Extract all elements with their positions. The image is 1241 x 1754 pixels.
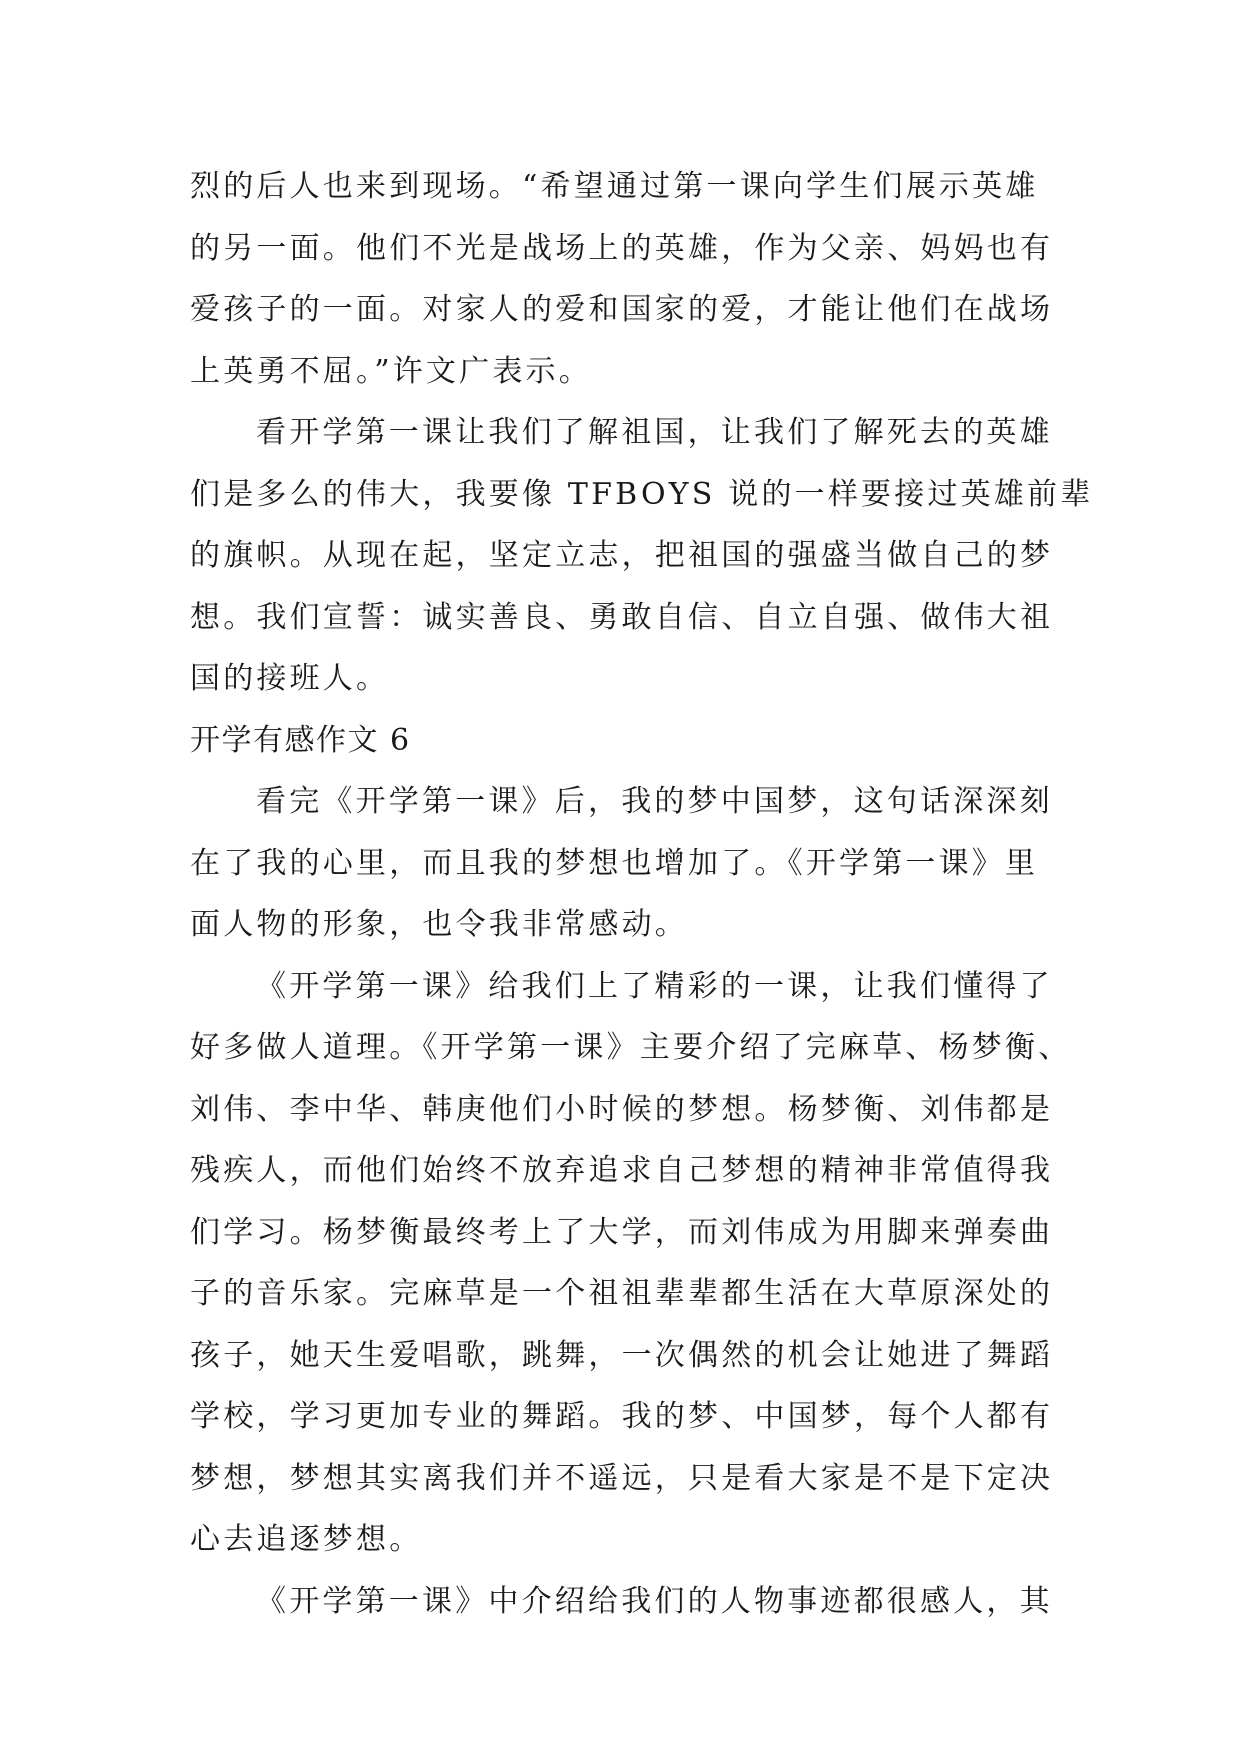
text-line: 的另一面。他们不光是战场上的英雄，作为父亲、妈妈也有 [190, 230, 1054, 266]
text-line: 子的音乐家。完麻草是一个祖祖辈辈都生活在大草原深处的 [190, 1276, 1054, 1311]
text-line: 残疾人，而他们始终不放弃追求自己梦想的精神非常值得我 [190, 1153, 1054, 1188]
text-line: 梦想，梦想其实离我们并不遥远，只是看大家是不是下定决 [190, 1460, 1054, 1496]
text-line: 的旗帜。从现在起，坚定立志，把祖国的强盛当做自己的梦 [190, 538, 1054, 573]
section-heading: 开学有感作文 6 [190, 722, 411, 758]
text-line: 孩子，她天生爱唱歌，跳舞，一次偶然的机会让她进了舞蹈 [190, 1337, 1054, 1373]
text-line: 看开学第一课让我们了解祖国，让我们了解死去的英雄 [256, 415, 1053, 450]
text-line: 想。我们宣誓：诚实善良、勇敢自信、自立自强、做伟大祖 [190, 599, 1054, 635]
text-line: 们是多么的伟大，我要像 TFBOYS 说的一样要接过英雄前辈 [190, 476, 1094, 512]
text-line: 们学习。杨梦衡最终考上了大学，而刘伟成为用脚来弹奏曲 [190, 1214, 1054, 1250]
text-line: 面人物的形象，也令我非常感动。 [190, 907, 688, 942]
document-body [190, 156, 1094, 1632]
text-line: 上英勇不屈。”许文广表示。 [190, 353, 592, 389]
text-line: 刘伟、李中华、韩庚他们小时候的梦想。杨梦衡、刘伟都是 [190, 1091, 1054, 1127]
text-line: 心去追逐梦想。 [190, 1522, 423, 1557]
text-line: 《开学第一课》给我们上了精彩的一课，让我们懂得了 [256, 968, 1053, 1004]
text-line: 学校，学习更加专业的舞蹈。我的梦、中国梦，每个人都有 [190, 1399, 1054, 1434]
text-line: 在了我的心里，而且我的梦想也增加了。《开学第一课》里 [190, 845, 1039, 881]
text-line: 好多做人道理。《开学第一课》主要介绍了完麻草、杨梦衡、 [190, 1030, 1072, 1065]
text-line: 国的接班人。 [190, 661, 390, 696]
text-line: 《开学第一课》中介绍给我们的人物事迹都很感人，其 [256, 1583, 1053, 1619]
text-line: 烈的后人也来到现场。“希望通过第一课向学生们展示英雄 [190, 169, 1039, 204]
text-line: 爱孩子的一面。对家人的爱和国家的爱，才能让他们在战场 [190, 292, 1054, 327]
text-line: 看完《开学第一课》后，我的梦中国梦，这句话深深刻 [256, 784, 1053, 819]
